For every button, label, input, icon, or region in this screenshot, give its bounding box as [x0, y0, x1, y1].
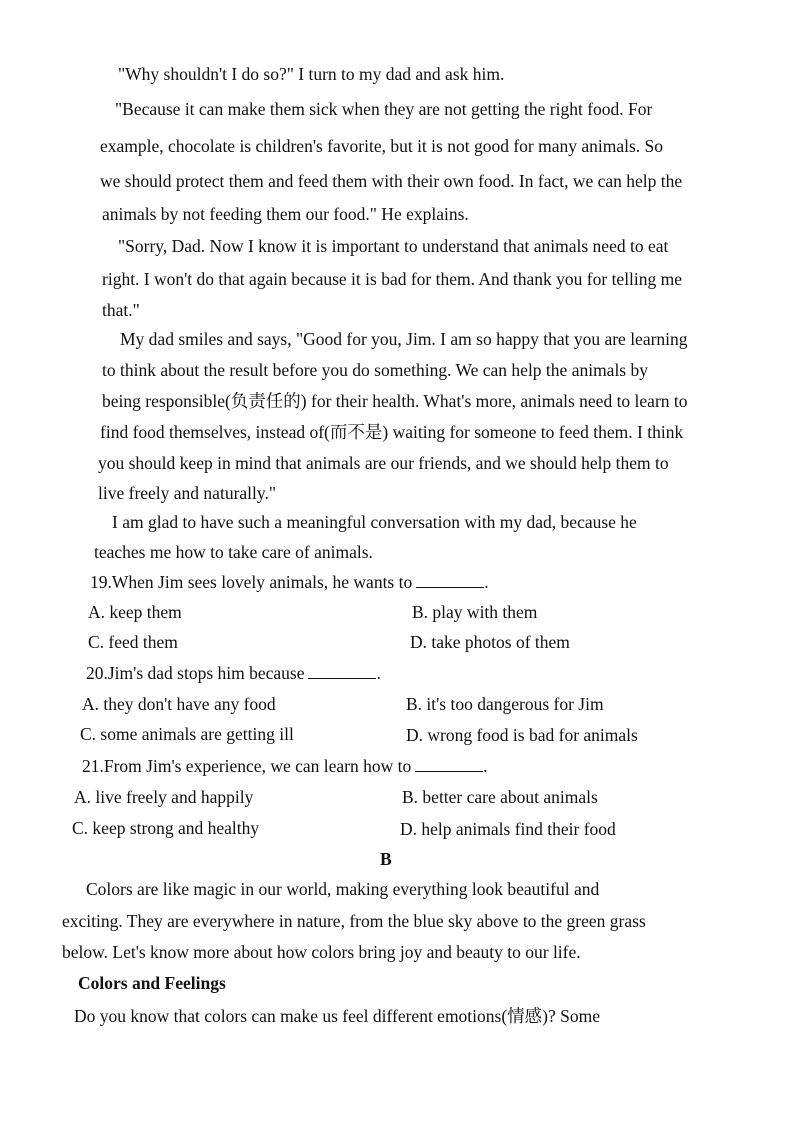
question-end: .	[483, 756, 488, 776]
passage-line: being responsible(负责任的) for their health. What's more, animals need to learn to	[102, 391, 688, 411]
section-b-intro-line: Colors are like magic in our world, making everything look beautiful and	[86, 879, 600, 899]
passage-line: "Because it can make them sick when they are not getting the right food. For	[115, 99, 653, 119]
question-stem-text: 21.From Jim's experience, we can learn how to	[82, 756, 412, 776]
question-20-stem	[86, 662, 381, 684]
option-a: A. live freely and happily	[74, 787, 254, 807]
question-19-stem	[90, 571, 489, 593]
section-label: B	[380, 849, 392, 869]
passage-line: teaches me how to take care of animals.	[94, 542, 373, 562]
passage-line: find food themselves, instead of(而不是) waiting for someone to feed them. I think	[100, 422, 684, 442]
answer-blank	[415, 757, 483, 772]
option-c: C. feed them	[88, 632, 178, 652]
option-b: B. better care about animals	[402, 787, 598, 807]
answer-blank	[416, 573, 484, 588]
option-a: A. they don't have any food	[82, 694, 276, 714]
option-d: D. wrong food is bad for animals	[406, 725, 638, 745]
passage-line: animals by not feeding them our food." He explains.	[102, 204, 469, 224]
passage-line: My dad smiles and says, "Good for you, Jim. I am so happy that you are learning	[120, 329, 688, 349]
question-stem-text: 20.Jim's dad stops him because	[86, 663, 305, 683]
section-b-intro-line: below. Let's know more about how colors bring joy and beauty to our life.	[62, 942, 581, 962]
section-b-intro-line: exciting. They are everywhere in nature, from the blue sky above to the green grass	[62, 911, 646, 931]
passage-line: right. I won't do that again because it is bad for them. And thank you for telling me	[102, 269, 683, 289]
option-b: B. it's too dangerous for Jim	[406, 694, 604, 714]
passage-line: we should protect them and feed them with their own food. In fact, we can help the	[100, 171, 683, 191]
option-c: C. keep strong and healthy	[72, 818, 260, 838]
passage-line: to think about the result before you do something. We can help the animals by	[102, 360, 648, 380]
question-stem-text: 19.When Jim sees lovely animals, he wants to	[90, 572, 413, 592]
option-a: A. keep them	[88, 602, 182, 622]
passage-line: you should keep in mind that animals are our friends, and we should help them to	[98, 453, 669, 473]
answer-blank	[308, 664, 376, 679]
question-21-stem	[82, 755, 488, 777]
passage-line: live freely and naturally."	[98, 483, 277, 503]
passage-line: I am glad to have such a meaningful conversation with my dad, because he	[112, 512, 637, 532]
question-end: .	[484, 572, 489, 592]
section-b-body-line: Do you know that colors can make us feel different emotions(情感)? Some	[74, 1006, 600, 1026]
option-b: B. play with them	[412, 602, 538, 622]
passage-line: that."	[102, 300, 140, 320]
option-c: C. some animals are getting ill	[80, 724, 294, 744]
section-heading: Colors and Feelings	[78, 973, 226, 993]
passage-line: "Sorry, Dad. Now I know it is important to understand that animals need to eat	[118, 236, 669, 256]
passage-line: "Why shouldn't I do so?" I turn to my dad and ask him.	[118, 64, 505, 84]
passage-line: example, chocolate is children's favorite, but it is not good for many animals. So	[100, 136, 664, 156]
option-d: D. take photos of them	[410, 632, 570, 652]
question-end: .	[376, 663, 381, 683]
option-d: D. help animals find their food	[400, 819, 616, 839]
